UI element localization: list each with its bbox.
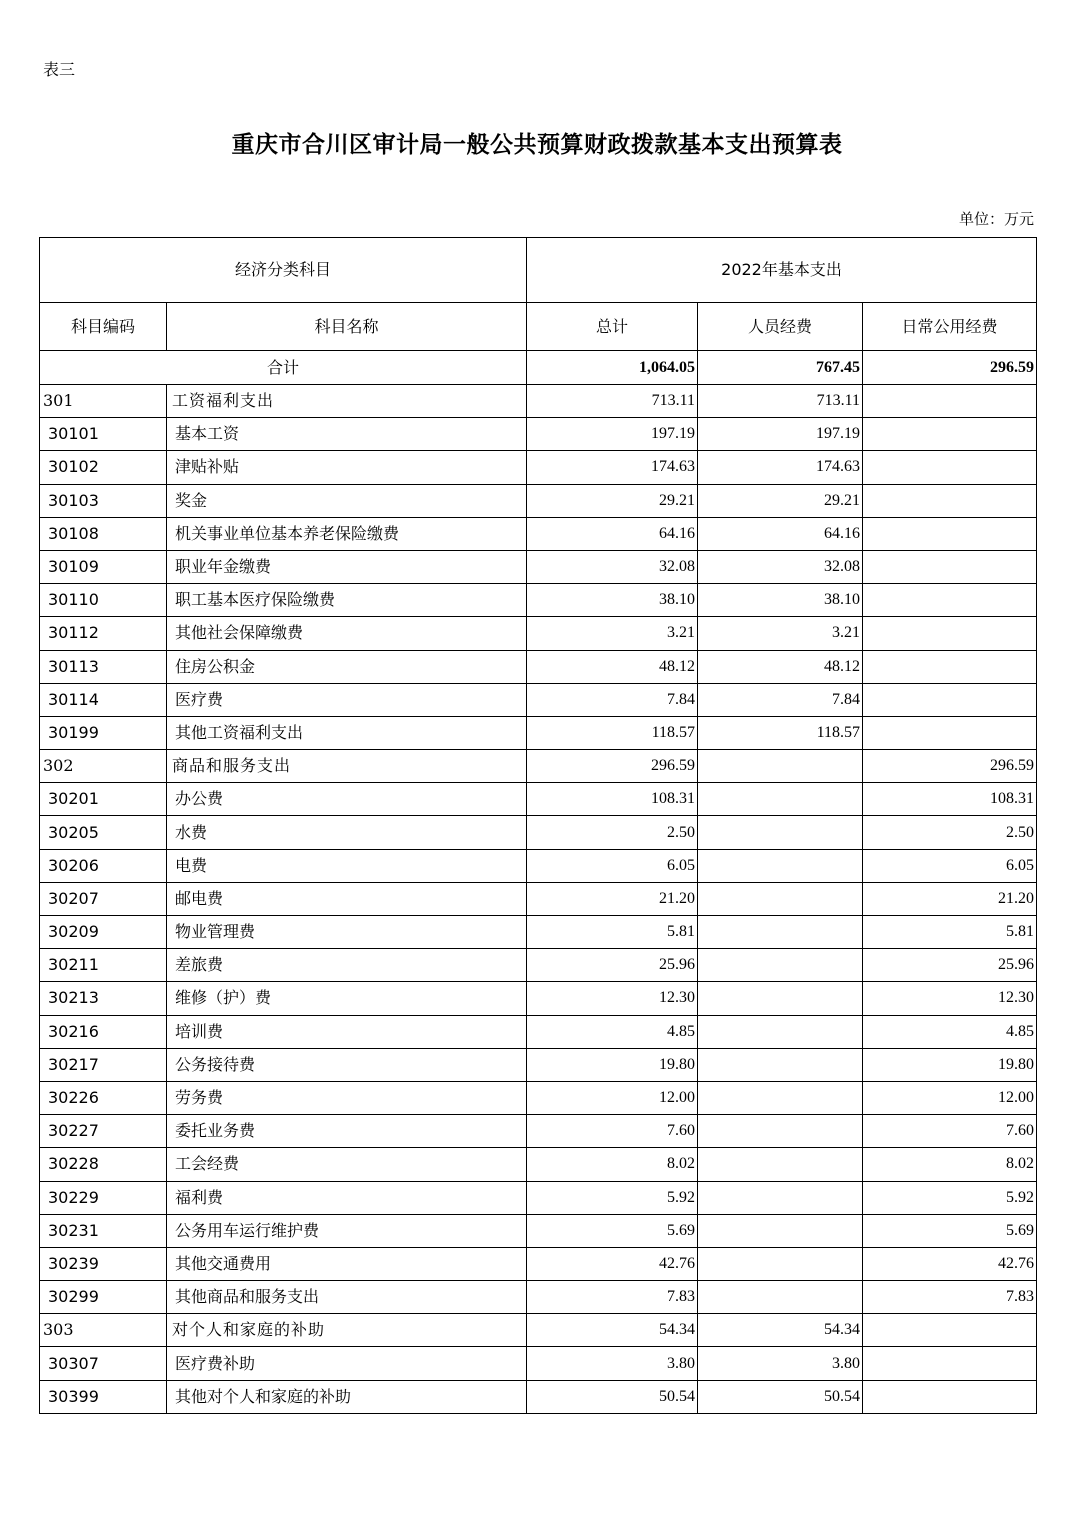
row-personnel [698, 849, 863, 882]
table-row [40, 1214, 1037, 1247]
row-personnel [698, 1181, 863, 1214]
row-name: 工资福利支出 [167, 385, 527, 418]
row-code: 30206 [40, 849, 167, 882]
row-personnel [698, 982, 863, 1015]
row-personnel: 118.57 [698, 716, 863, 749]
row-code: 30101 [40, 418, 167, 451]
table-row [40, 849, 1037, 882]
budget-table [39, 237, 1037, 1414]
row-public: 5.69 [863, 1214, 1037, 1247]
row-name: 其他商品和服务支出 [167, 1281, 527, 1314]
row-public: 25.96 [863, 949, 1037, 982]
table-row [40, 882, 1037, 915]
row-name: 其他社会保障缴费 [167, 617, 527, 650]
row-code: 30108 [40, 517, 167, 550]
row-code: 30112 [40, 617, 167, 650]
row-total: 3.80 [527, 1347, 698, 1380]
row-total: 29.21 [527, 484, 698, 517]
row-total: 5.69 [527, 1214, 698, 1247]
table-row [40, 1347, 1037, 1380]
table-row [40, 650, 1037, 683]
category-row [40, 1314, 1037, 1347]
row-code: 302 [40, 750, 167, 783]
column-header-code: 科目编码 [40, 303, 167, 351]
row-public: 12.30 [863, 982, 1037, 1015]
row-name: 机关事业单位基本养老保险缴费 [167, 517, 527, 550]
row-total: 197.19 [527, 418, 698, 451]
row-public [863, 451, 1037, 484]
group-header-classification: 经济分类科目 [40, 238, 527, 303]
row-name: 公务用车运行维护费 [167, 1214, 527, 1247]
row-public: 5.92 [863, 1181, 1037, 1214]
table-row [40, 617, 1037, 650]
row-code: 30102 [40, 451, 167, 484]
row-name: 委托业务费 [167, 1115, 527, 1148]
row-public [863, 550, 1037, 583]
column-header-name: 科目名称 [167, 303, 527, 351]
table-row [40, 418, 1037, 451]
row-code: 30227 [40, 1115, 167, 1148]
row-total: 12.00 [527, 1081, 698, 1114]
row-personnel [698, 783, 863, 816]
row-public [863, 716, 1037, 749]
row-code: 301 [40, 385, 167, 418]
table-row [40, 1115, 1037, 1148]
row-public [863, 418, 1037, 451]
row-name: 福利费 [167, 1181, 527, 1214]
row-total: 108.31 [527, 783, 698, 816]
row-public: 6.05 [863, 849, 1037, 882]
row-name: 电费 [167, 849, 527, 882]
total-public: 296.59 [863, 351, 1037, 385]
row-personnel: 174.63 [698, 451, 863, 484]
row-name: 其他工资福利支出 [167, 716, 527, 749]
row-name: 职业年金缴费 [167, 550, 527, 583]
row-public: 296.59 [863, 750, 1037, 783]
row-total: 118.57 [527, 716, 698, 749]
row-personnel: 48.12 [698, 650, 863, 683]
row-code: 30110 [40, 584, 167, 617]
row-public: 108.31 [863, 783, 1037, 816]
row-code: 303 [40, 1314, 167, 1347]
unit-label: 单位：万元 [958, 210, 1034, 228]
row-public: 4.85 [863, 1015, 1037, 1048]
row-total: 7.84 [527, 683, 698, 716]
total-label: 合计 [40, 351, 527, 385]
row-total: 64.16 [527, 517, 698, 550]
row-public: 2.50 [863, 816, 1037, 849]
row-public: 7.83 [863, 1281, 1037, 1314]
row-personnel [698, 1015, 863, 1048]
column-header-row [40, 303, 1037, 351]
table-row [40, 517, 1037, 550]
row-personnel [698, 882, 863, 915]
row-personnel [698, 916, 863, 949]
row-personnel [698, 1048, 863, 1081]
budget-table-body [40, 238, 1037, 1414]
row-name: 工会经费 [167, 1148, 527, 1181]
row-public: 21.20 [863, 882, 1037, 915]
row-personnel [698, 816, 863, 849]
column-header-total: 总计 [527, 303, 698, 351]
row-total: 32.08 [527, 550, 698, 583]
row-name: 维修（护）费 [167, 982, 527, 1015]
row-name: 住房公积金 [167, 650, 527, 683]
table-row [40, 816, 1037, 849]
row-total: 5.81 [527, 916, 698, 949]
row-code: 30113 [40, 650, 167, 683]
row-personnel [698, 1247, 863, 1280]
row-public: 7.60 [863, 1115, 1037, 1148]
row-personnel: 197.19 [698, 418, 863, 451]
row-public [863, 484, 1037, 517]
row-total: 6.05 [527, 849, 698, 882]
row-public: 5.81 [863, 916, 1037, 949]
row-public [863, 385, 1037, 418]
row-total: 5.92 [527, 1181, 698, 1214]
row-public [863, 584, 1037, 617]
row-personnel: 29.21 [698, 484, 863, 517]
row-personnel [698, 949, 863, 982]
row-personnel: 64.16 [698, 517, 863, 550]
category-row [40, 750, 1037, 783]
row-name: 公务接待费 [167, 1048, 527, 1081]
row-personnel [698, 750, 863, 783]
row-name: 培训费 [167, 1015, 527, 1048]
page-title: 重庆市合川区审计局一般公共预算财政拨款基本支出预算表 [231, 131, 843, 158]
row-name: 邮电费 [167, 882, 527, 915]
table-row [40, 1380, 1037, 1413]
row-code: 30231 [40, 1214, 167, 1247]
table-row [40, 1181, 1037, 1214]
table-row [40, 550, 1037, 583]
row-code: 30216 [40, 1015, 167, 1048]
row-total: 3.21 [527, 617, 698, 650]
row-public: 12.00 [863, 1081, 1037, 1114]
row-code: 30299 [40, 1281, 167, 1314]
row-code: 30205 [40, 816, 167, 849]
table-row [40, 1048, 1037, 1081]
total-personnel: 767.45 [698, 351, 863, 385]
row-personnel: 32.08 [698, 550, 863, 583]
row-personnel: 38.10 [698, 584, 863, 617]
row-name: 津贴补贴 [167, 451, 527, 484]
row-public: 19.80 [863, 1048, 1037, 1081]
row-name: 基本工资 [167, 418, 527, 451]
row-personnel: 50.54 [698, 1380, 863, 1413]
row-code: 30201 [40, 783, 167, 816]
row-public [863, 1314, 1037, 1347]
total-row [40, 351, 1037, 385]
row-name: 医疗费补助 [167, 1347, 527, 1380]
row-personnel: 713.11 [698, 385, 863, 418]
row-personnel [698, 1281, 863, 1314]
row-name: 对个人和家庭的补助 [167, 1314, 527, 1347]
row-code: 30226 [40, 1081, 167, 1114]
row-code: 30209 [40, 916, 167, 949]
row-total: 7.83 [527, 1281, 698, 1314]
row-code: 30103 [40, 484, 167, 517]
table-row [40, 949, 1037, 982]
row-code: 30217 [40, 1048, 167, 1081]
row-public [863, 650, 1037, 683]
group-header-row [40, 238, 1037, 303]
row-name: 其他交通费用 [167, 1247, 527, 1280]
row-code: 30114 [40, 683, 167, 716]
row-name: 商品和服务支出 [167, 750, 527, 783]
row-code: 30207 [40, 882, 167, 915]
row-total: 4.85 [527, 1015, 698, 1048]
row-code: 30399 [40, 1380, 167, 1413]
table-row [40, 1015, 1037, 1048]
row-name: 水费 [167, 816, 527, 849]
table-row [40, 1281, 1037, 1314]
row-total: 21.20 [527, 882, 698, 915]
row-public [863, 1380, 1037, 1413]
row-name: 差旅费 [167, 949, 527, 982]
group-header-basic-expenditure: 2022年基本支出 [527, 238, 1037, 303]
category-row [40, 385, 1037, 418]
table-row [40, 716, 1037, 749]
row-name: 物业管理费 [167, 916, 527, 949]
row-code: 30228 [40, 1148, 167, 1181]
row-name: 奖金 [167, 484, 527, 517]
table-row [40, 683, 1037, 716]
row-personnel: 7.84 [698, 683, 863, 716]
row-name: 医疗费 [167, 683, 527, 716]
column-header-public: 日常公用经费 [863, 303, 1037, 351]
row-personnel [698, 1115, 863, 1148]
row-total: 19.80 [527, 1048, 698, 1081]
row-public: 42.76 [863, 1247, 1037, 1280]
column-header-personnel: 人员经费 [698, 303, 863, 351]
row-total: 296.59 [527, 750, 698, 783]
row-total: 174.63 [527, 451, 698, 484]
sheet-label: 表三 [43, 60, 76, 79]
row-total: 7.60 [527, 1115, 698, 1148]
row-name: 其他对个人和家庭的补助 [167, 1380, 527, 1413]
table-row [40, 982, 1037, 1015]
row-public: 8.02 [863, 1148, 1037, 1181]
row-total: 25.96 [527, 949, 698, 982]
table-row [40, 451, 1037, 484]
row-public [863, 517, 1037, 550]
row-total: 54.34 [527, 1314, 698, 1347]
row-public [863, 1347, 1037, 1380]
row-total: 50.54 [527, 1380, 698, 1413]
row-name: 办公费 [167, 783, 527, 816]
table-row [40, 916, 1037, 949]
row-total: 8.02 [527, 1148, 698, 1181]
table-row [40, 584, 1037, 617]
row-personnel: 3.80 [698, 1347, 863, 1380]
row-total: 38.10 [527, 584, 698, 617]
row-personnel [698, 1214, 863, 1247]
row-personnel [698, 1148, 863, 1181]
row-name: 劳务费 [167, 1081, 527, 1114]
row-total: 48.12 [527, 650, 698, 683]
row-personnel [698, 1081, 863, 1114]
table-row [40, 484, 1037, 517]
row-code: 30229 [40, 1181, 167, 1214]
row-total: 713.11 [527, 385, 698, 418]
row-total: 2.50 [527, 816, 698, 849]
row-code: 30307 [40, 1347, 167, 1380]
row-name: 职工基本医疗保险缴费 [167, 584, 527, 617]
row-public [863, 683, 1037, 716]
row-public [863, 617, 1037, 650]
table-row [40, 1081, 1037, 1114]
table-row [40, 1148, 1037, 1181]
row-code: 30199 [40, 716, 167, 749]
row-personnel: 3.21 [698, 617, 863, 650]
row-code: 30109 [40, 550, 167, 583]
total-sum: 1,064.05 [527, 351, 698, 385]
table-row [40, 783, 1037, 816]
table-row [40, 1247, 1037, 1280]
row-code: 30211 [40, 949, 167, 982]
row-total: 42.76 [527, 1247, 698, 1280]
row-total: 12.30 [527, 982, 698, 1015]
row-personnel: 54.34 [698, 1314, 863, 1347]
row-code: 30213 [40, 982, 167, 1015]
row-code: 30239 [40, 1247, 167, 1280]
